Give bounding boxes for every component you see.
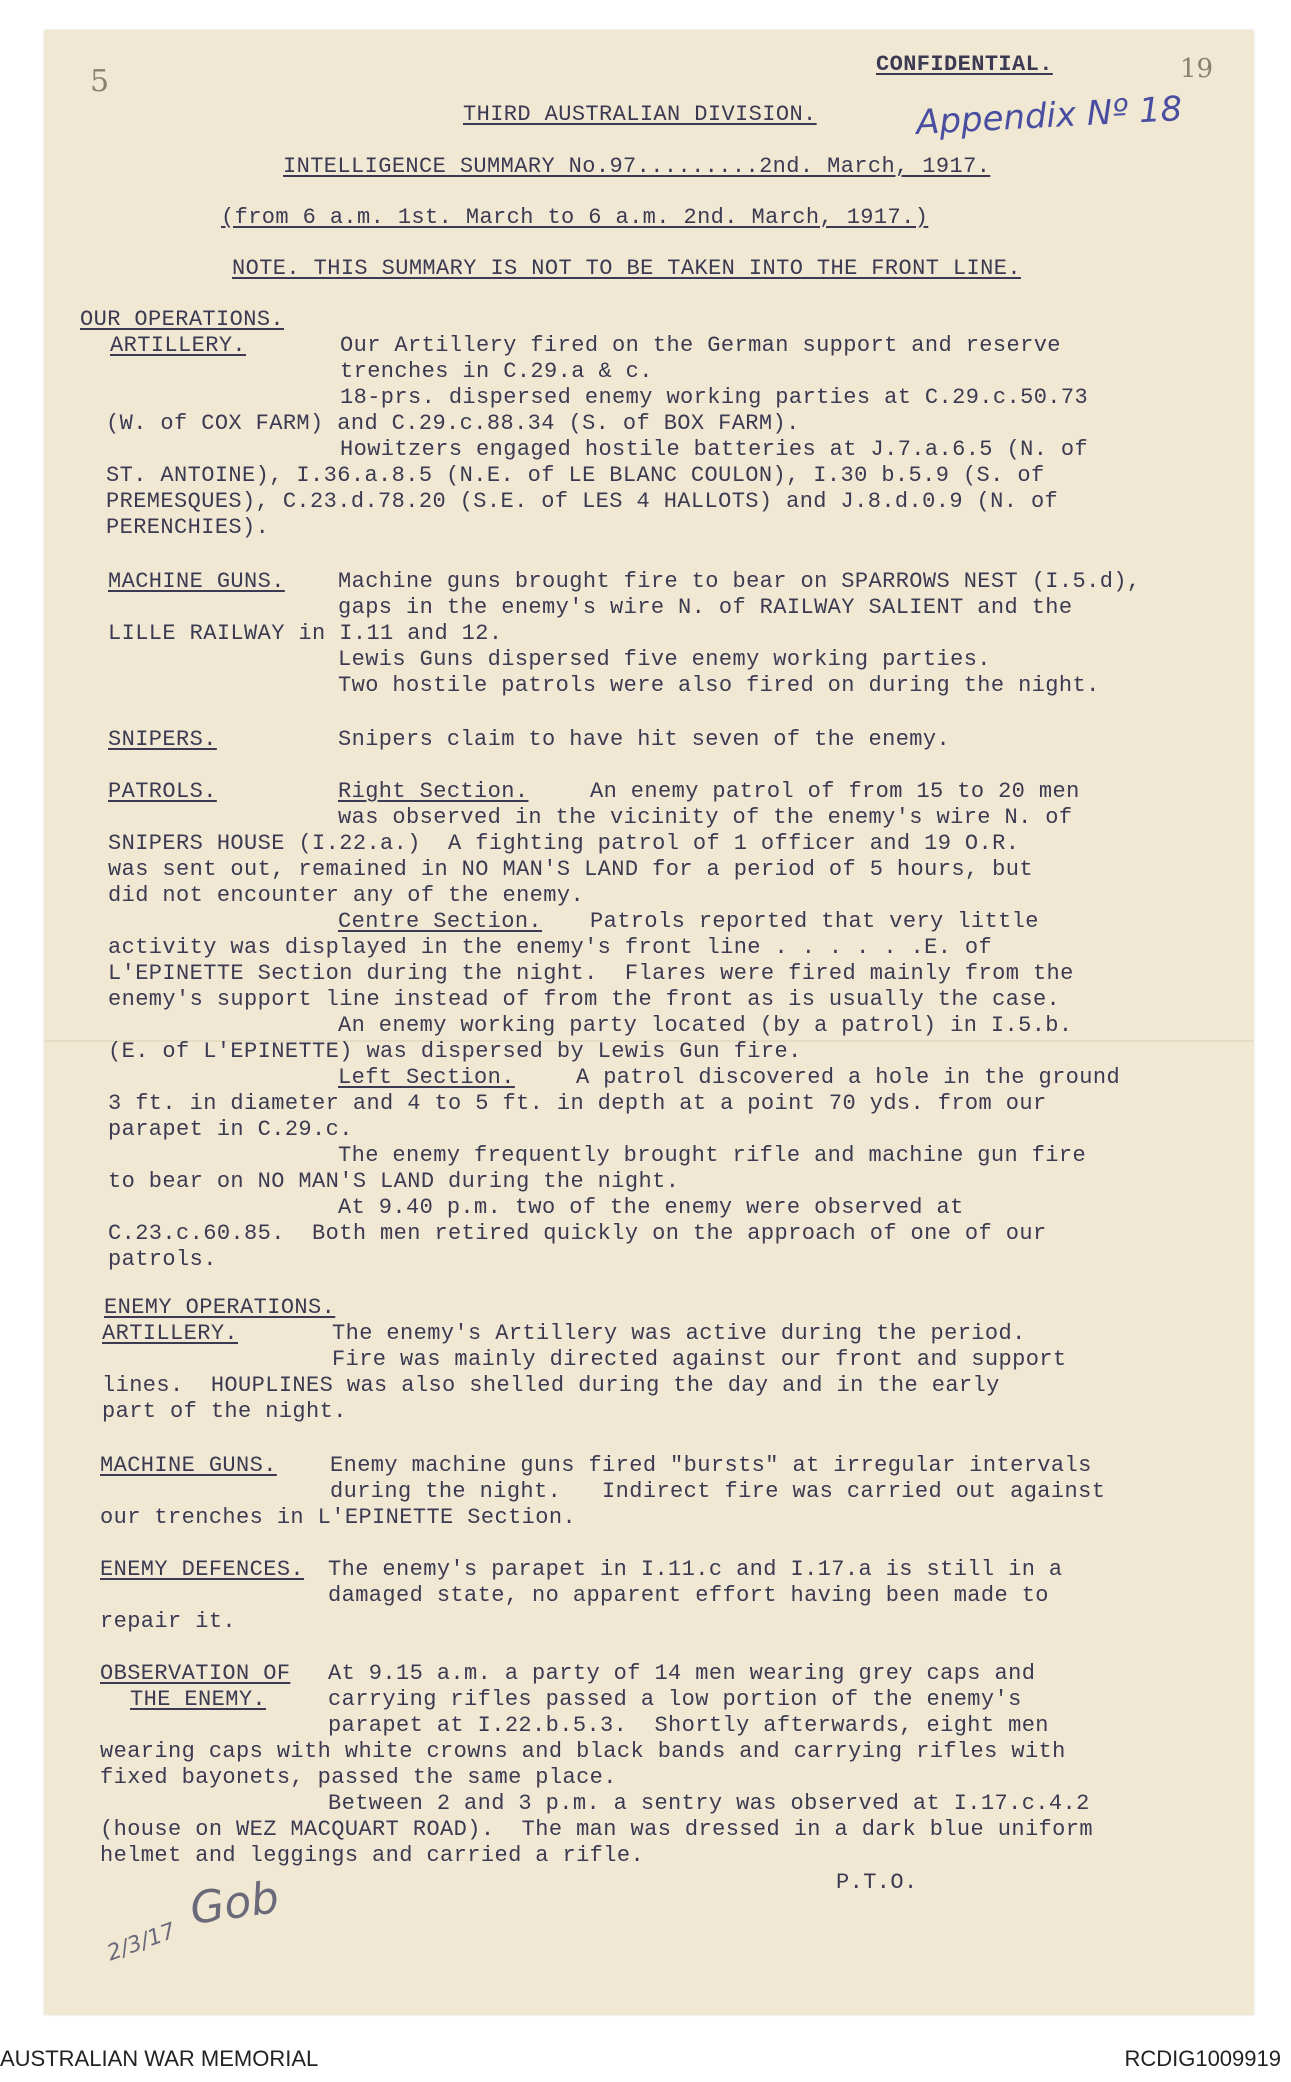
observation-label-2: THE ENEMY. [130,1687,267,1712]
patrols-right-line: did not encounter any of the enemy. [108,883,585,908]
machine-guns-line: LILLE RAILWAY in I.11 and 12. [108,621,503,646]
enemy-defences-line: The enemy's parapet in I.11.c and I.17.a is still in a [328,1557,1063,1582]
right-section-heading: Right Section. [338,779,529,804]
machine-guns-line: gaps in the enemy's wire N. of RAILWAY SALIENT and the [338,595,1073,620]
patrols-right-line: SNIPERS HOUSE (I.22.a.) A fighting patrol of 1 officer and 19 O.R. [108,831,1020,856]
enemy-machine-guns-label: MACHINE GUNS. [100,1453,277,1478]
artillery-line: (W. of COX FARM) and C.29.c.88.34 (S. of BOX FARM). [106,411,800,436]
patrols-right-line: An enemy patrol of from 15 to 20 men [590,779,1080,804]
machine-guns-line: Machine guns brought fire to bear on SPARROWS NEST (I.5.d), [338,569,1141,594]
patrols-left-line: 3 ft. in diameter and 4 to 5 ft. in depth at a point 70 yds. from our [108,1091,1047,1116]
patrols-centre-line: An enemy working party located (by a patrol) in I.5.b. [338,1013,1073,1038]
patrols-right-line: was observed in the vicinity of the enemy's wire N. of [338,805,1073,830]
enemy-artillery-line: The enemy's Artillery was active during the period. [332,1321,1026,1346]
artillery-line: PERENCHIES). [106,515,270,540]
enemy-defences-line: damaged state, no apparent effort having been made to [328,1583,1049,1608]
observation-line: helmet and leggings and carried a rifle. [100,1843,645,1868]
appendix-annotation: Appendix Nº 18 [915,89,1184,143]
patrols-right-line: was sent out, remained in NO MAN'S LAND for a period of 5 hours, but [108,857,1033,882]
patrols-left-line: to bear on NO MAN'S LAND during the night. [108,1169,680,1194]
artillery-line: PREMESQUES), C.23.d.78.20 (S.E. of LES 4 HALLOTS) and J.8.d.0.9 (N. of [106,489,1059,514]
machine-guns-line: Lewis Guns dispersed five enemy working parties. [338,647,991,672]
summary-note: NOTE. THIS SUMMARY IS NOT TO BE TAKEN INTO THE FRONT LINE. [232,256,1021,281]
summary-title: INTELLIGENCE SUMMARY No.97.........2nd. March, 1917. [283,154,991,179]
handwritten-signature: Gob [186,1872,283,1935]
confidential-stamp: CONFIDENTIAL. [876,52,1053,77]
artillery-line: Howitzers engaged hostile batteries at J.7.a.6.5 (N. of [340,437,1089,462]
patrols-left-line: patrols. [108,1247,217,1272]
division-title: THIRD AUSTRALIAN DIVISION. [463,102,817,127]
page-number-left: 5 [90,64,110,99]
artillery-label: ARTILLERY. [110,333,247,358]
artillery-line: Our Artillery fired on the German support and reserve [340,333,1061,358]
artillery-line: ST. ANTOINE), I.36.a.8.5 (N.E. of LE BLANC COULON), I.30 b.5.9 (S. of [106,463,1045,488]
enemy-artillery-label: ARTILLERY. [102,1321,239,1346]
enemy-machine-guns-line: our trenches in L'EPINETTE Section. [100,1505,577,1530]
enemy-machine-guns-line: during the night. Indirect fire was carried out against [330,1479,1106,1504]
machine-guns-label: MACHINE GUNS. [108,569,285,594]
patrols-left-line: C.23.c.60.85. Both men retired quickly on the approach of one of our [108,1221,1047,1246]
patrols-centre-line: activity was displayed in the enemy's front line . . . . . .E. of [108,935,993,960]
enemy-artillery-line: part of the night. [102,1399,347,1424]
footer-source: AUSTRALIAN WAR MEMORIAL [0,2046,319,2071]
observation-line: Between 2 and 3 p.m. a sentry was observed at I.17.c.4.2 [328,1791,1090,1816]
observation-line: parapet at I.22.b.5.3. Shortly afterwards, eight men [328,1713,1049,1738]
patrols-left-line: The enemy frequently brought rifle and machine gun fire [338,1143,1087,1168]
left-section-heading: Left Section. [338,1065,515,1090]
our-operations-heading: OUR OPERATIONS. [80,307,285,332]
enemy-defences-label: ENEMY DEFENCES. [100,1557,305,1582]
snipers-label: SNIPERS. [108,727,217,752]
patrols-centre-line: Patrols reported that very little [590,909,1039,934]
pto-text: P.T.O. [836,1870,918,1895]
observation-label: OBSERVATION OF [100,1661,291,1686]
patrols-left-line: At 9.40 p.m. two of the enemy were observed at [338,1195,964,1220]
enemy-operations-heading: ENEMY OPERATIONS. [104,1295,336,1320]
centre-section-heading: Centre Section. [338,909,543,934]
artillery-line: 18-prs. dispersed enemy working parties at C.29.c.50.73 [340,385,1089,410]
enemy-artillery-line: Fire was mainly directed against our front and support [332,1347,1067,1372]
enemy-artillery-line: lines. HOUPLINES was also shelled during the day and in the early [102,1373,1000,1398]
patrols-label: PATROLS. [108,779,217,804]
patrols-centre-line: (E. of L'EPINETTE) was dispersed by Lewis Gun fire. [108,1039,802,1064]
observation-line: At 9.15 a.m. a party of 14 men wearing grey caps and [328,1661,1036,1686]
patrols-centre-line: enemy's support line instead of from the front as is usually the case. [108,987,1061,1012]
patrols-left-line: parapet in C.29.c. [108,1117,353,1142]
handwritten-date: 2/3/17 [103,1918,179,1967]
observation-line: fixed bayonets, passed the same place. [100,1765,617,1790]
enemy-machine-guns-line: Enemy machine guns fired "bursts" at irregular intervals [330,1453,1092,1478]
artillery-line: trenches in C.29.a & c. [340,359,653,384]
observation-line: carrying rifles passed a low portion of the enemy's [328,1687,1022,1712]
snipers-text: Snipers claim to have hit seven of the enemy. [338,727,951,752]
patrols-centre-line: L'EPINETTE Section during the night. Flares were fired mainly from the [108,961,1074,986]
observation-line: (house on WEZ MACQUART ROAD). The man was dressed in a dark blue uniform [100,1817,1093,1842]
observation-line: wearing caps with white crowns and black bands and carrying rifles with [100,1739,1066,1764]
patrols-left-line: A patrol discovered a hole in the ground [576,1065,1121,1090]
enemy-defences-line: repair it. [100,1609,237,1634]
machine-guns-line: Two hostile patrols were also fired on during the night. [338,673,1100,698]
summary-period: (from 6 a.m. 1st. March to 6 a.m. 2nd. March, 1917.) [221,205,929,230]
footer-id: RCDIG1009919 [1124,2046,1281,2071]
page-number-right: 19 [1180,54,1214,84]
